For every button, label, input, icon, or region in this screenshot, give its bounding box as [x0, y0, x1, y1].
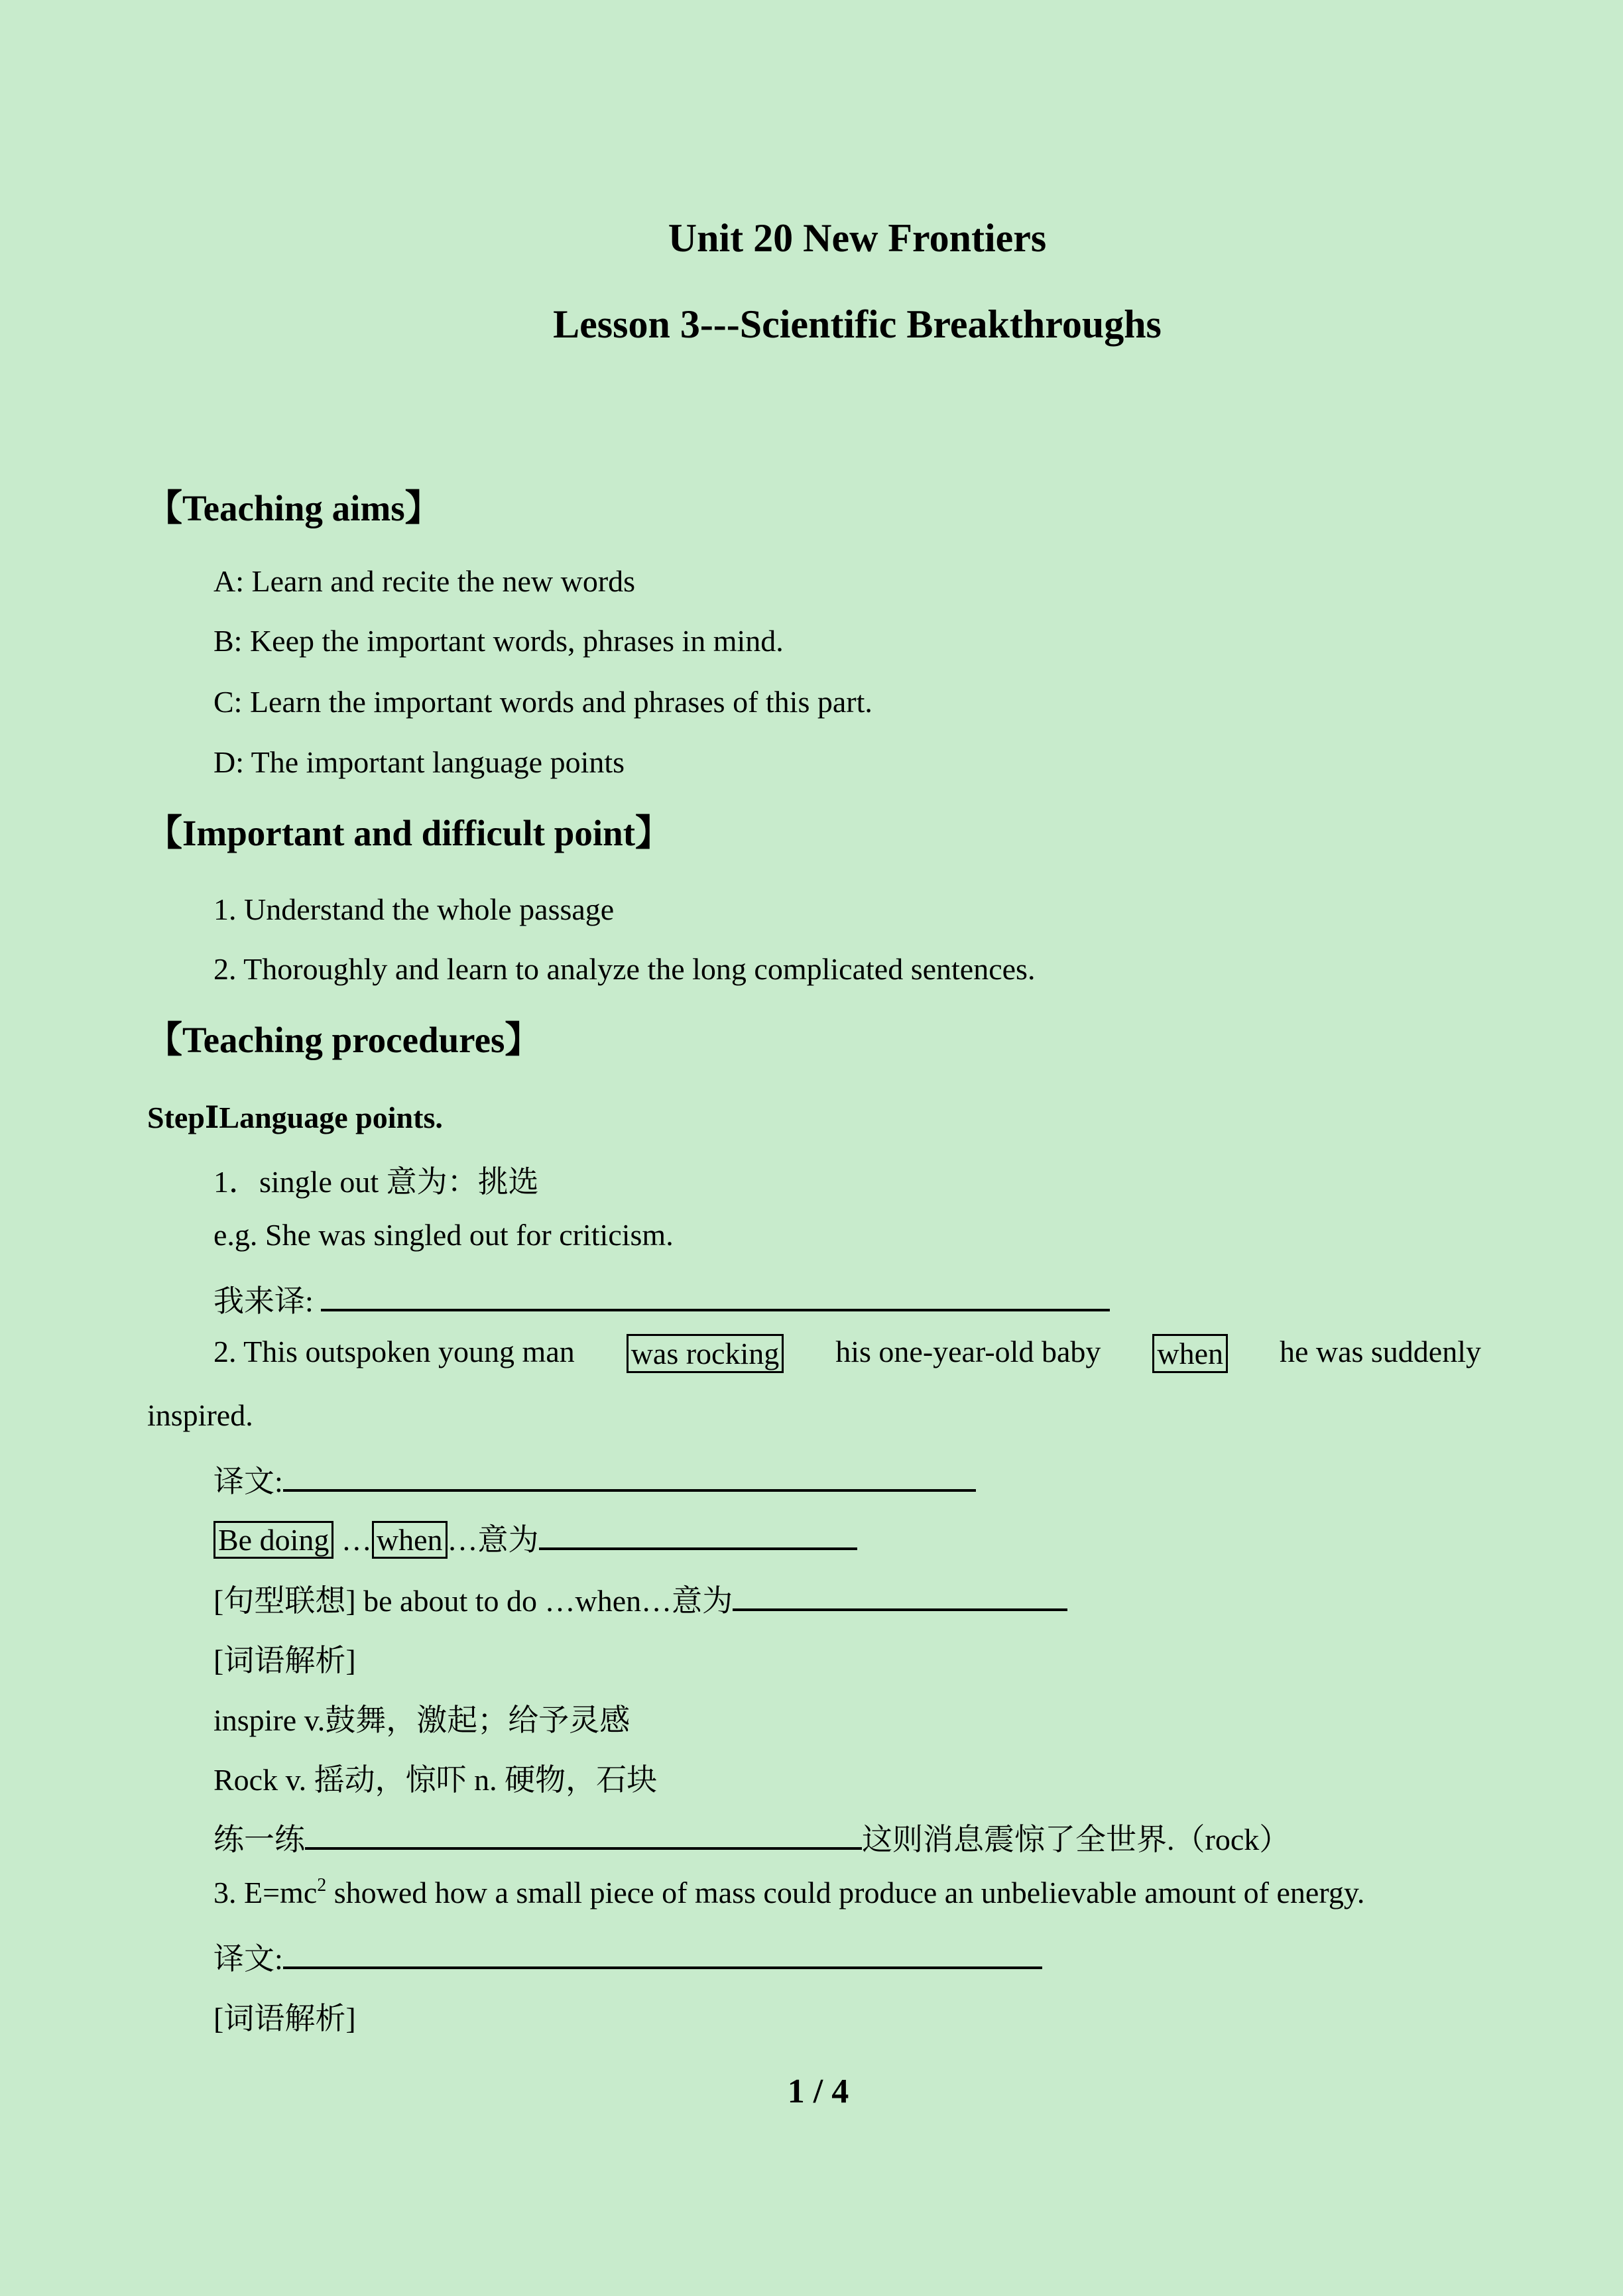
section-heading-teaching-procedures: 【Teaching procedures】 [146, 1020, 542, 1060]
sentence-part: he was suddenly [1279, 1335, 1481, 1368]
vocab-label: [词语解析] [213, 2002, 356, 2035]
vocab-inspire: inspire v.鼓舞，激起；给予灵感 [213, 1703, 631, 1737]
sentence-part: 3. E=mc [213, 1876, 318, 1909]
step-heading: StepⅠLanguage points. [147, 1101, 443, 1134]
point-2-sentence [213, 1334, 1481, 1373]
boxed-word: when [372, 1521, 448, 1559]
point-item: 2. Thoroughly and learn to analyze the long complicated sentences. [213, 952, 1036, 986]
point-3-translate-row [213, 1935, 1042, 1978]
boxed-phrase: Be doing [213, 1521, 333, 1559]
pattern-part: … [333, 1523, 372, 1557]
practice-text: 这则消息震惊了全世界.（rock） [862, 1823, 1290, 1856]
page-number: 1 / 4 [787, 2073, 849, 2110]
sentence-part: his one-year-old baby [835, 1335, 1101, 1368]
vocab-rock: Rock v. 摇动，惊吓 n. 硬物，石块 [213, 1763, 658, 1797]
aim-item: D: The important language points [213, 745, 625, 779]
sentence-part: 2. This outspoken young man [213, 1335, 575, 1368]
sentence-part: showed how a small piece of mass could produce an unbelievable amount of energy. [326, 1876, 1365, 1909]
point-2-sentence-cont: inspired. [147, 1398, 253, 1432]
point-item: 1. Understand the whole passage [213, 892, 615, 926]
boxed-phrase: was rocking [627, 1334, 784, 1373]
association-blank[interactable] [733, 1582, 1067, 1611]
translate-blank[interactable] [283, 1940, 1042, 1969]
point-1-translate-row [213, 1277, 1110, 1321]
page-title: Unit 20 New Frontiers [668, 216, 1047, 260]
pattern-blank[interactable] [539, 1521, 857, 1550]
pattern-association-row [213, 1577, 1067, 1620]
boxed-word: when [1152, 1334, 1228, 1373]
translate-blank[interactable] [321, 1282, 1110, 1311]
aim-item: B: Keep the important words, phrases in mind. [213, 624, 784, 658]
section-heading-teaching-aims: 【Teaching aims】 [146, 488, 442, 528]
practice-label: 练一练 [213, 1823, 305, 1856]
practice-row [213, 1815, 1290, 1859]
superscript: 2 [317, 1875, 327, 1896]
point-1-title: 1．single out 意为：挑选 [213, 1165, 539, 1199]
page-subtitle: Lesson 3---Scientific Breakthroughs [553, 302, 1162, 346]
translate-label: 译文: [213, 1942, 283, 1976]
practice-blank[interactable] [305, 1821, 862, 1850]
point-1-example: e.g. She was singled out for criticism. [213, 1218, 674, 1252]
aim-item: C: Learn the important words and phrases of this part. [213, 685, 872, 719]
point-2-translate-row [213, 1457, 976, 1501]
translate-label: 我来译: [213, 1284, 322, 1318]
association-text: [句型联想] be about to do …when…意为 [213, 1584, 733, 1618]
section-heading-important-point: 【Important and difficult point】 [146, 813, 672, 853]
aim-item: A: Learn and recite the new words [213, 564, 636, 598]
pattern-part: …意为 [447, 1523, 539, 1557]
translate-label: 译文: [213, 1465, 283, 1498]
pattern-row [213, 1516, 857, 1559]
vocab-label: [词语解析] [213, 1644, 356, 1677]
point-3-sentence [213, 1875, 1364, 1910]
translate-blank[interactable] [283, 1463, 976, 1492]
